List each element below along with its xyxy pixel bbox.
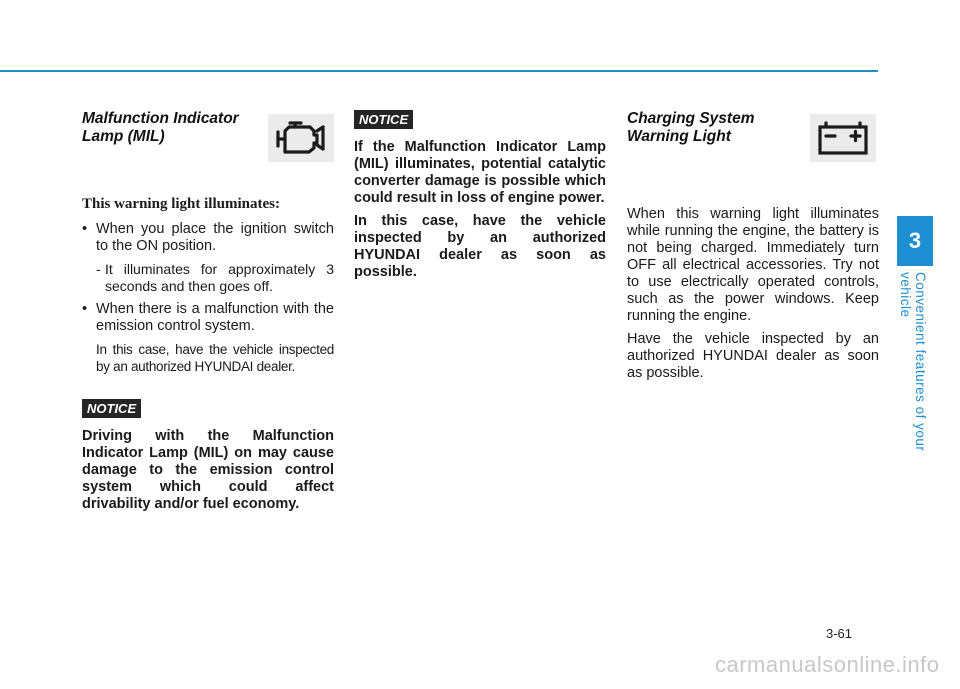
mil-dash-text: It illuminates for approximately 3 seconds and then goes off.	[105, 261, 334, 294]
dash-mark: -	[96, 261, 101, 277]
notice-para-2: In this case, have the vehicle inspected by an authorized HYUNDAI dealer as soon as possible.	[354, 213, 606, 280]
engine-check-icon	[268, 114, 334, 162]
mil-bullet-1: • When you place the ignition switch to the ON position.	[82, 221, 334, 255]
mil-heading: Malfunction Indicator Lamp (MIL)	[82, 110, 239, 145]
page-number: 3-61	[826, 626, 853, 641]
mil-bullet-2: • When there is a malfunction with the emission control system.	[82, 301, 334, 335]
notice-badge: NOTICE	[354, 110, 413, 129]
mil-dash-1	[82, 261, 334, 295]
charging-heading: Charging System Warning Light	[627, 110, 755, 145]
column-charging	[627, 110, 879, 388]
column-mil	[82, 110, 334, 519]
watermark: carmanualsonline.info	[715, 652, 940, 677]
charging-para-2: Have the vehicle inspected by an authorized HYUNDAI dealer as soon as possible.	[627, 331, 879, 381]
column-notice	[354, 110, 606, 287]
chapter-tab: 3	[897, 216, 933, 266]
charging-para-1: When this warning light illuminates while running the engine, the battery is not being charged. Immediately turn OFF all electrical accessories. Try not to use electrically operated controls, such as the power windows. Keep running the engine.	[627, 206, 879, 324]
mil-subheading: This warning light illuminates:	[82, 196, 280, 212]
notice-para-1: If the Malfunction Indicator Lamp (MIL) illuminates, potential catalytic converter damage is possible which could result in loss of engine power.	[354, 139, 606, 206]
mil-note: In this case, have the vehicle inspected by an authorized HYUNDAI dealer.	[96, 342, 334, 374]
notice-badge: NOTICE	[82, 399, 141, 418]
chapter-title: Convenient features of your vehicle	[898, 272, 928, 452]
header-rule	[0, 70, 878, 72]
battery-icon	[810, 114, 876, 162]
mil-notice-text: Driving with the Malfunction Indicator Lamp (MIL) on may cause damage to the emission control system which could affect drivability and/or fuel economy.	[82, 428, 334, 512]
